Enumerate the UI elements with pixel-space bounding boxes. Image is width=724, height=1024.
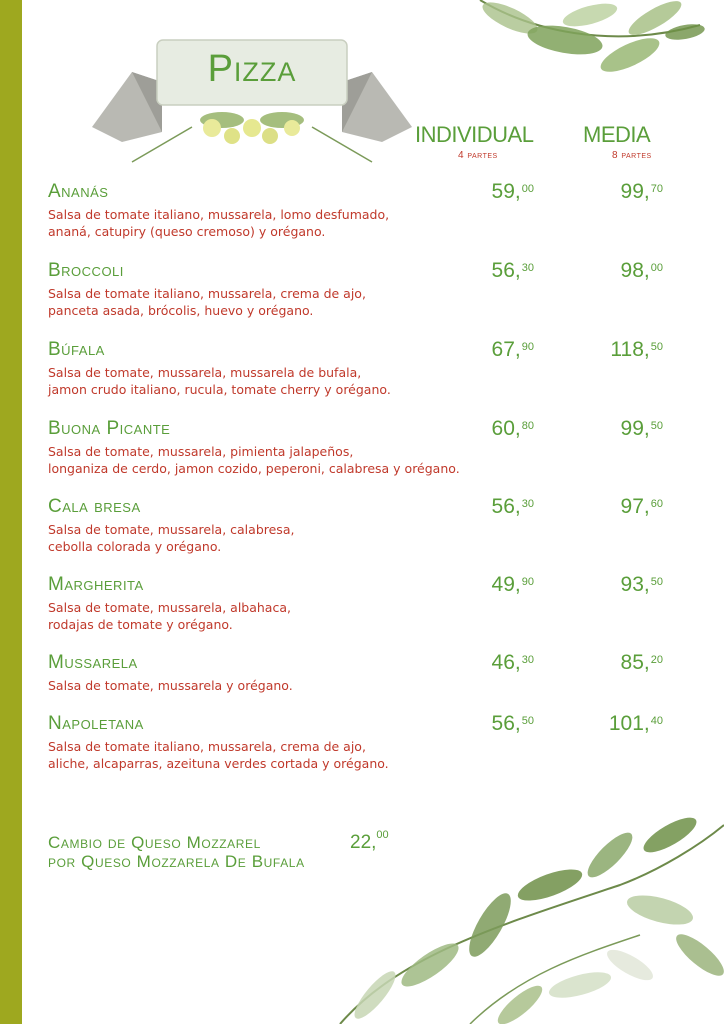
menu-item-ananas: [48, 180, 708, 240]
price-media: 85,20: [620, 651, 663, 674]
cheese-swap-note: [48, 833, 305, 871]
price-media: 99,70: [620, 180, 663, 203]
price-individual: 56,50: [491, 712, 534, 735]
price-individual: 56,30: [491, 495, 534, 518]
item-name: Buona Picante: [48, 418, 171, 439]
item-description: Salsa de tomate italiano, mussarela, crema de ajo, panceta asada, brócolis, huevo y orégano.: [48, 286, 366, 318]
column-subheader-media: 8 partes: [612, 150, 652, 161]
cheese-swap-line1: Cambio de Queso Mozzarel: [48, 833, 261, 852]
item-description: Salsa de tomate, mussarela, pimienta jalapeños, longaniza de cerdo, jamon cozido, peperoni, calabresa y orégano.: [48, 444, 460, 476]
item-description: Salsa de tomate italiano, mussarela, lomo desfumado, ananá, catupiry (queso cremoso) y orégano.: [48, 207, 390, 239]
price-individual: 46,30: [491, 651, 534, 674]
price-individual: 67,90: [491, 338, 534, 361]
price-media: 98,00: [620, 259, 663, 282]
menu-item-bufala: [48, 338, 708, 398]
item-description: Salsa de tomate italiano, mussarela, crema de ajo, aliche, alcaparras, azeituna verdes cortada y orégano.: [48, 739, 389, 771]
column-subheader-individual: 4 partes: [458, 150, 498, 161]
menu-title: Pizza: [207, 48, 297, 90]
item-description: Salsa de tomate, mussarela, calabresa, cebolla colorada y orégano.: [48, 522, 295, 554]
item-description: Salsa de tomate, mussarela y orégano.: [48, 678, 293, 693]
column-header-individual: INDIVIDUAL: [415, 122, 534, 147]
column-header-media: MEDIA: [583, 122, 651, 147]
item-description: Salsa de tomate, mussarela, albahaca, rodajas de tomate y orégano.: [48, 600, 291, 632]
item-name: Napoletana: [48, 713, 144, 734]
leaves-top-decoration: [470, 0, 710, 90]
cheese-swap-price: 22,00: [350, 829, 389, 853]
price-media: 118,50: [610, 338, 663, 361]
item-name: Margherita: [48, 574, 144, 595]
item-name: Broccoli: [48, 260, 124, 281]
item-description: Salsa de tomate, mussarela, mussarela de bufala, jamon crudo italiano, rucula, tomate cherry y orégano.: [48, 365, 391, 397]
menu-item-margherita: [48, 573, 708, 633]
price-individual: 49,90: [491, 573, 534, 596]
side-bar: [0, 0, 22, 1024]
menu-item-napoletana: [48, 712, 708, 772]
item-name: Ananás: [48, 181, 109, 202]
price-media: 93,50: [620, 573, 663, 596]
item-name: Cala bresa: [48, 496, 141, 517]
menu-item-buona-picante: [48, 417, 708, 477]
leaves-bottom-decoration: [320, 815, 724, 1024]
item-name: Mussarela: [48, 652, 138, 673]
menu-item-broccoli: [48, 259, 708, 319]
price-individual: 56,30: [491, 259, 534, 282]
cheese-swap-line2: por Queso Mozzarela De Bufala: [48, 852, 305, 871]
price-media: 99,50: [620, 417, 663, 440]
price-individual: 59,00: [491, 180, 534, 203]
menu-item-calabresa: [48, 495, 708, 555]
item-name: Búfala: [48, 339, 105, 360]
price-media: 101,40: [608, 712, 663, 735]
price-media: 97,60: [620, 495, 663, 518]
price-individual: 60,80: [491, 417, 534, 440]
menu-item-mussarela: [48, 651, 708, 694]
